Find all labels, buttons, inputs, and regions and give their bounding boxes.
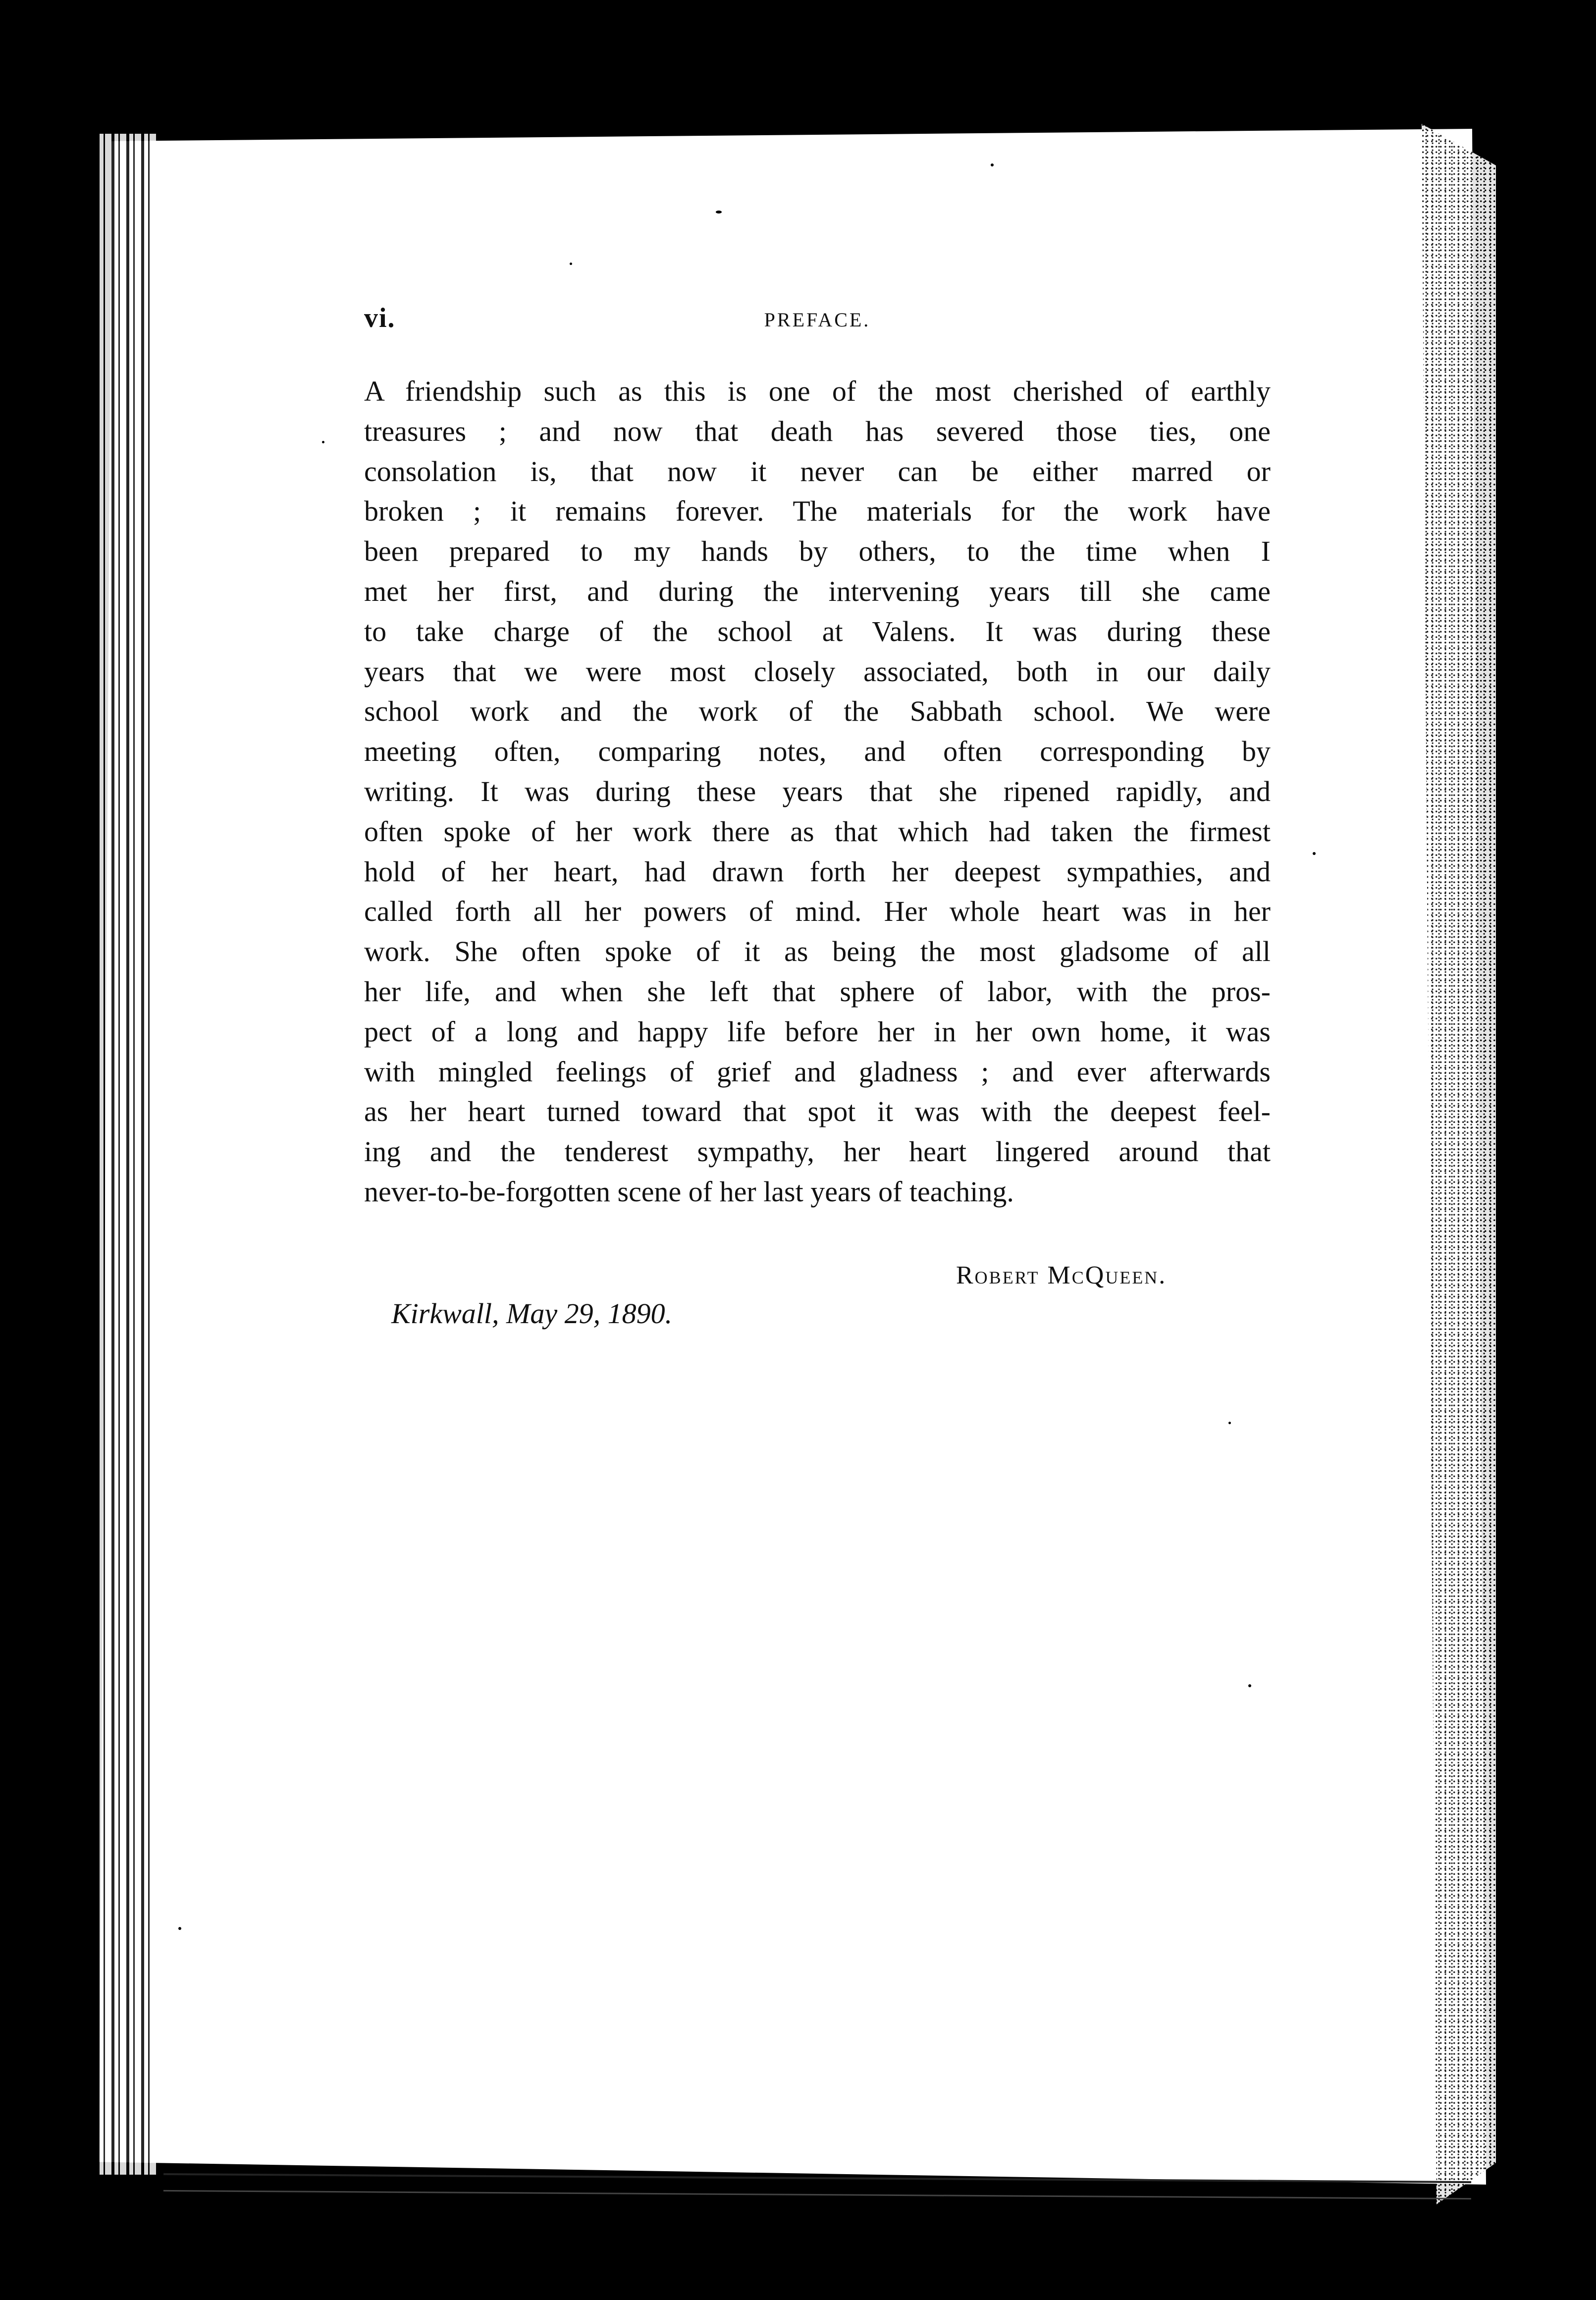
- scan-speck: [716, 211, 722, 214]
- text-line: with mingled feelings of grief and gladness ; and ever afterwards: [364, 1055, 1271, 1088]
- text-line: been prepared to my hands by others, to the time when I: [364, 535, 1271, 568]
- text-line: called forth all her powers of mind. Her whole heart was in her: [364, 895, 1271, 928]
- text-line: her life, and when she left that sphere of labor, with the pros-: [364, 975, 1271, 1008]
- text-line: often spoke of her work there as that which had taken the firmest: [364, 815, 1271, 848]
- text-line: broken ; it remains forever. The materials for the work have: [364, 495, 1271, 528]
- text-line: met her first, and during the intervening years till she came: [364, 575, 1271, 607]
- text-line: hold of her heart, had drawn forth her deepest sympathies, and: [364, 855, 1271, 888]
- scan-speck: [570, 263, 572, 265]
- text-line: A friendship such as this is one of the most cherished of earthly: [364, 375, 1271, 407]
- scan-speck: [1228, 1422, 1231, 1424]
- text-line: years that we were most closely associated, both in our daily: [364, 655, 1271, 688]
- dateline: Kirkwall, May 29, 1890.: [391, 1297, 673, 1330]
- author-signature: Robert McQueen.: [956, 1261, 1167, 1289]
- scan-speck: [1313, 852, 1316, 855]
- running-head: [364, 302, 1271, 337]
- text-line: writing. It was during these years that she ripened rapidly, and: [364, 775, 1271, 807]
- text-line: to take charge of the school at Valens. It was during these: [364, 615, 1271, 647]
- text-line: as her heart turned toward that spot it was with the deepest feel-: [364, 1095, 1271, 1128]
- text-line: treasures ; and now that death has severed those ties, one: [364, 415, 1271, 447]
- text-line: work. She often spoke of it as being the most gladsome of all: [364, 935, 1271, 968]
- page-number: vi.: [364, 303, 396, 333]
- running-title: PREFACE.: [764, 309, 871, 331]
- text-line: never-to-be-forgotten scene of her last years of teaching.: [364, 1175, 1014, 1208]
- text-line: ing and the tenderest sympathy, her heart lingered around that: [364, 1135, 1271, 1168]
- text-block: [364, 302, 1271, 1212]
- book-binding-edge: [97, 134, 156, 2175]
- text-line: consolation is, that now it never can be either marred or: [364, 455, 1271, 487]
- scan-speck: [1248, 1684, 1251, 1687]
- scan-speck: [322, 441, 324, 443]
- scan-speck: [178, 1927, 181, 1930]
- text-line: meeting often, comparing notes, and often corresponding by: [364, 735, 1271, 768]
- text-line: school work and the work of the Sabbath school. We were: [364, 695, 1271, 728]
- text-line: pect of a long and happy life before her in her own home, it was: [364, 1015, 1271, 1048]
- scan-speck: [991, 163, 994, 166]
- preface-paragraph: [364, 372, 1271, 1212]
